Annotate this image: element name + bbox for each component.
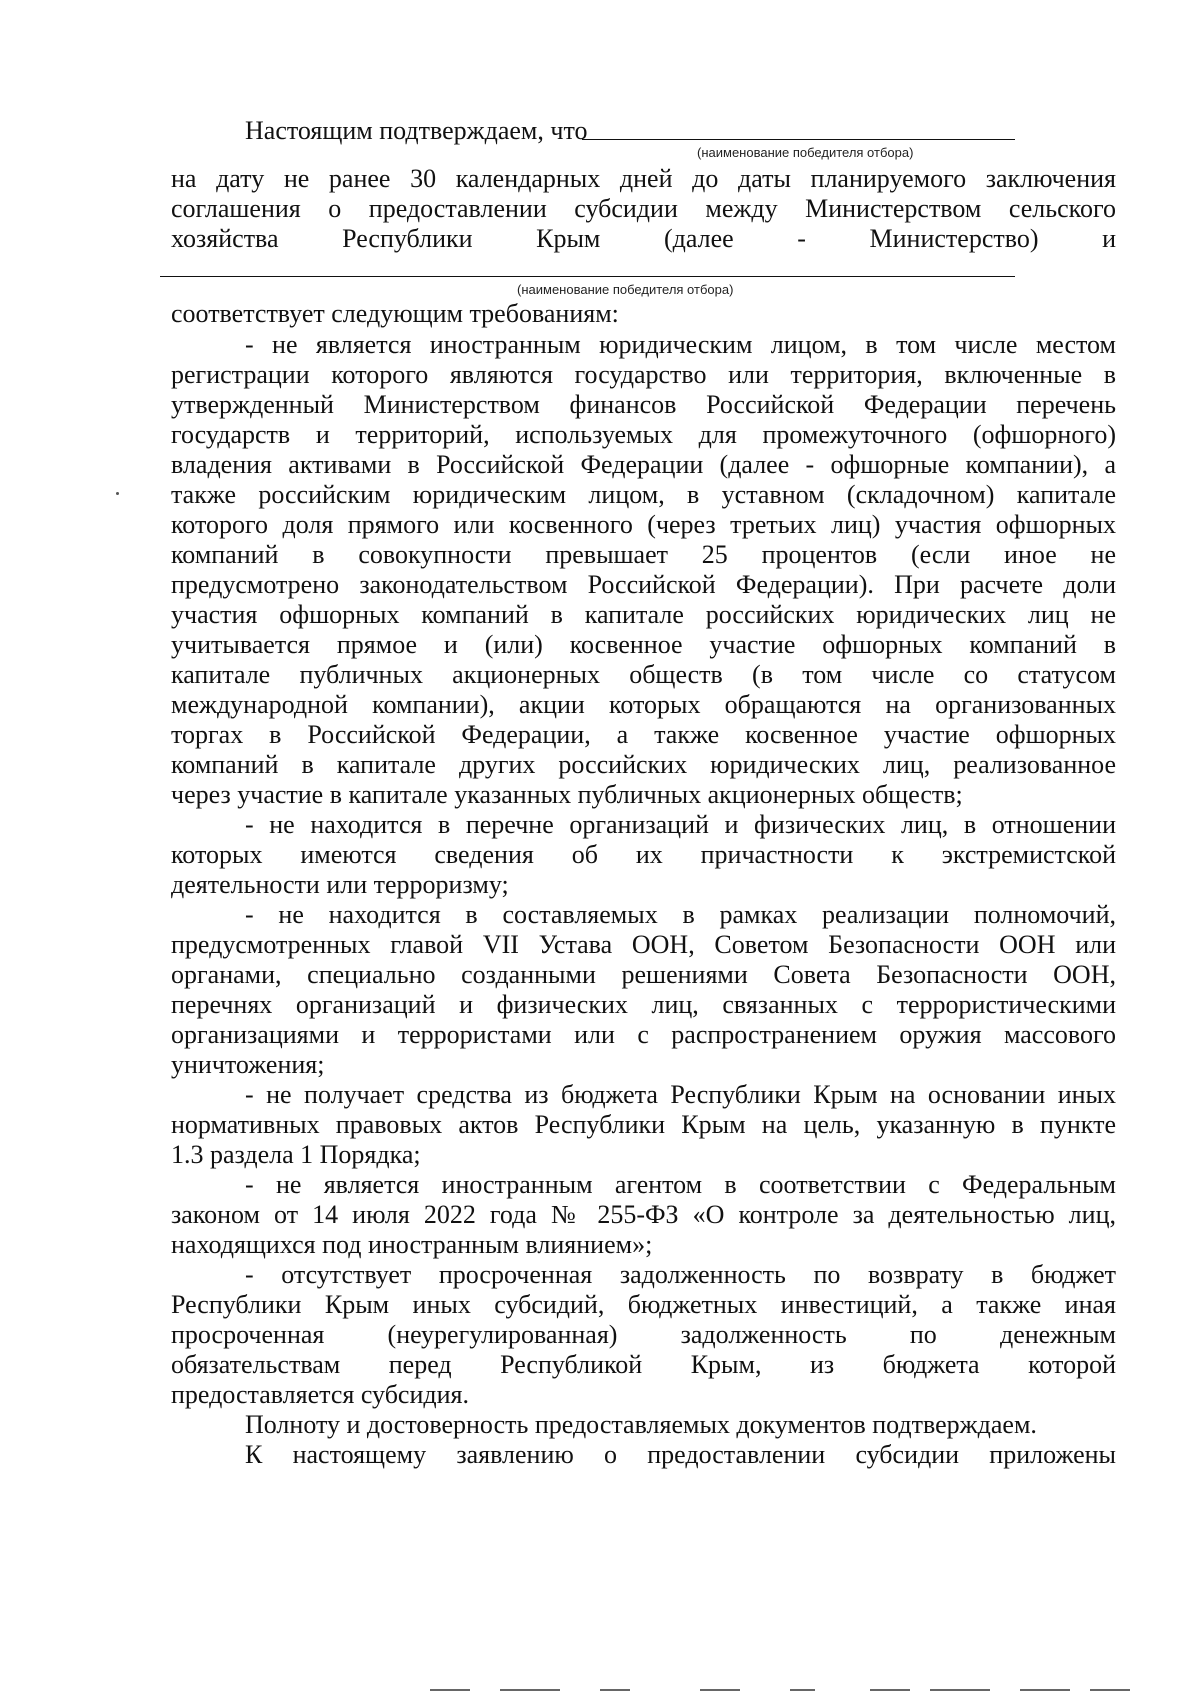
- intro-line: [245, 114, 587, 148]
- item1-line: которого доля прямого или косвенного (через третьих лиц) участия офшорных: [171, 510, 1116, 539]
- item6-line: обязательствам перед Республикой Крым, из бюджета которой: [171, 1350, 1116, 1379]
- item1-line: владения активами в Российской Федерации (далее - офшорные компании), а: [171, 450, 1116, 479]
- item4-line: 1.3 раздела 1 Порядка;: [171, 1140, 421, 1169]
- item6-line: Республики Крым иных субсидий, бюджетных инвестиций, а также иная: [171, 1290, 1116, 1319]
- item3-line: перечнях организаций и физических лиц, связанных с террористическими: [171, 990, 1116, 1019]
- item1-line: капитале публичных акционерных обществ (в том числе со статусом: [171, 660, 1116, 689]
- p1-word: и: [1102, 224, 1116, 253]
- item1-line: также российским юридическим лицом, в уставном (складочном) капитале: [171, 480, 1116, 509]
- item6-line: - отсутствует просроченная задолженность по возврату в бюджет: [245, 1260, 1116, 1289]
- winner-blank-line-2: [160, 276, 1015, 277]
- item6-line: просроченная (неурегулированная) задолженность по денежным: [171, 1320, 1116, 1349]
- intro-text: Настоящим подтверждаем, что: [245, 116, 588, 145]
- p1-word: Крым: [536, 224, 601, 253]
- p1-line-3: [171, 222, 1116, 256]
- item3-line: организациями и террористами или с распространением оружия массового: [171, 1020, 1116, 1049]
- item1-line: регистрации которого являются государство или территория, включенные в: [171, 360, 1116, 389]
- item1-line: учитывается прямое и (или) косвенное участие офшорных компаний в: [171, 630, 1116, 659]
- item3-line: предусмотренных главой VII Устава ООН, Советом Безопасности ООН или: [171, 930, 1116, 959]
- winner-caption-2: (наименование победителя отбора): [517, 282, 734, 297]
- item1-line: участия офшорных компаний в капитале российских юридических лиц не: [171, 600, 1116, 629]
- p1-line-1: на дату не ранее 30 календарных дней до даты планируемого заключения: [171, 164, 1116, 193]
- item5-line: законом от 14 июля 2022 года № 255-ФЗ «О контроле за деятельностью лиц,: [171, 1200, 1116, 1229]
- p1-line-2: соглашения о предоставлении субсидии между Министерством сельского: [171, 194, 1116, 223]
- item3-line: уничтожения;: [171, 1050, 325, 1079]
- p1-word: (далее: [663, 224, 734, 253]
- item1-line: государств и территорий, используемых для промежуточного (офшорного): [171, 420, 1116, 449]
- item1-line: - не является иностранным юридическим лицом, в том числе местом: [245, 330, 1116, 359]
- p1-word: хозяйства: [171, 224, 279, 253]
- scan-speck: [116, 492, 119, 495]
- winner-blank-line-1: [582, 139, 1015, 140]
- p1-word: Республики: [342, 224, 473, 253]
- closing-line-1: Полноту и достоверность предоставляемых документов подтверждаем.: [245, 1410, 1037, 1439]
- item5-line: находящихся под иностранным влиянием»;: [171, 1230, 653, 1259]
- winner-caption-1: (наименование победителя отбора): [697, 145, 914, 160]
- item3-line: - не находится в составляемых в рамках реализации полномочий,: [245, 900, 1116, 929]
- item1-line: компаний в капитале других российских юридических лиц, реализованное: [171, 750, 1116, 779]
- item6-line: предоставляется субсидия.: [171, 1380, 469, 1409]
- item1-line: торгах в Российской Федерации, а также косвенное участие офшорных: [171, 720, 1116, 749]
- item2-line: - не находится в перечне организаций и физических лиц, в отношении: [245, 810, 1116, 839]
- item5-line: - не является иностранным агентом в соответствии с Федеральным: [245, 1170, 1116, 1199]
- closing-line-2: К настоящему заявлению о предоставлении субсидии приложены: [245, 1440, 1116, 1469]
- item1-line: предусмотрено законодательством Российской Федерации). При расчете доли: [171, 570, 1116, 599]
- item1-line: компаний в совокупности превышает 25 процентов (если иное не: [171, 540, 1116, 569]
- p1-word: -: [797, 224, 806, 253]
- item1-line: международной компании), акции которых обращаются на организованных: [171, 690, 1116, 719]
- item1-line: утвержденный Министерством финансов Российской Федерации перечень: [171, 390, 1116, 419]
- item2-line: которых имеются сведения об их причастности к экстремистской: [171, 840, 1116, 869]
- requirements-intro: соответствует следующим требованиям:: [171, 299, 619, 328]
- scan-bottom-marks: [430, 1686, 1170, 1696]
- p1-word: Министерство): [869, 224, 1039, 253]
- item3-line: органами, специально созданными решениями Совета Безопасности ООН,: [171, 960, 1116, 989]
- item4-line: нормативных правовых актов Республики Крым на цель, указанную в пункте: [171, 1110, 1116, 1139]
- item2-line: деятельности или терроризму;: [171, 870, 509, 899]
- item1-line: через участие в капитале указанных публичных акционерных обществ;: [171, 780, 963, 809]
- item4-line: - не получает средства из бюджета Республики Крым на основании иных: [245, 1080, 1116, 1109]
